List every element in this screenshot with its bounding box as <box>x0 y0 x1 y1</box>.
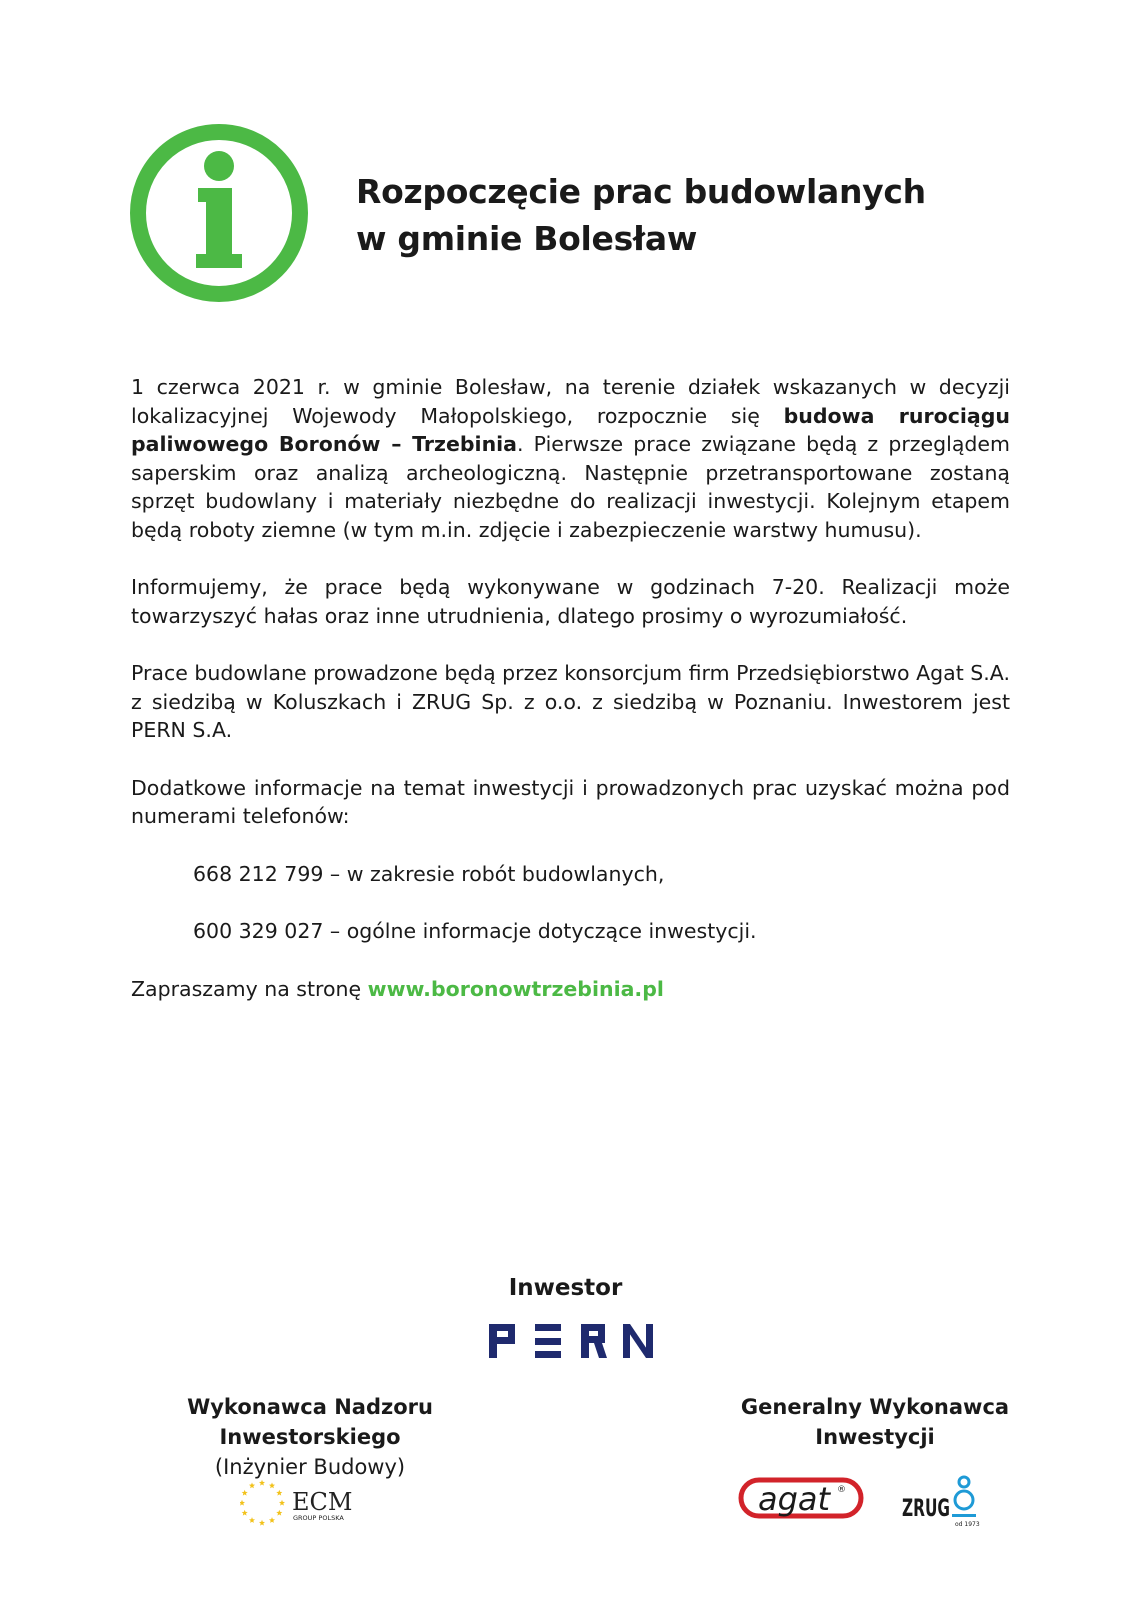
svg-text:ECM: ECM <box>292 1488 353 1516</box>
pern-logo <box>489 1322 653 1360</box>
supervisor-block <box>100 1392 520 1482</box>
supervisor-title: Wykonawca Nadzoru Inwestorskiego <box>187 1395 433 1449</box>
supervisor-subtitle: (Inżynier Budowy) <box>214 1455 406 1479</box>
title-line-2: w gminie Bolesław <box>356 219 698 258</box>
phone-general[interactable]: 600 329 027 – ogólne informacje dotyczące inwestycji. <box>193 919 757 943</box>
general-contractor-block <box>720 1392 1030 1452</box>
zrug-logo <box>900 1470 992 1532</box>
ecm-star-icon <box>276 1490 282 1496</box>
info-icon <box>128 122 310 304</box>
ecm-star-icon <box>269 1482 275 1488</box>
ecm-star-icon <box>259 1520 265 1526</box>
general-contractor-title-2: Inwestycji <box>815 1425 935 1449</box>
general-contractor-title-1: Generalny Wykonawca <box>740 1395 1010 1419</box>
paragraph-announcement-text-start: 1 czerwca 2021 r. w gminie Bolesław, na terenie działek wskazanych w decyzji lokalizacyjnej Wojewody Małopolskiego, rozpocznie się <box>131 375 1010 428</box>
svg-text:®: ® <box>837 1485 846 1495</box>
ecm-star-icon <box>259 1480 265 1486</box>
paragraph-contractors: Prace budowlane prowadzone będą przez konsorcjum firm Przedsiębiorstwo Agat S.A. z siedzibą w Koluszkach i ZRUG Sp. z o.o. z siedzibą w Poznaniu. Inwestorem jest PERN S.A. <box>131 661 1010 742</box>
paragraph-contact-info: Dodatkowe informacje na temat inwestycji i prowadzonych prac uzyskać można pod numerami telefonów: <box>131 775 1010 828</box>
ecm-star-icon <box>279 1500 285 1506</box>
ecm-star-icon <box>242 1510 248 1516</box>
paragraph-announcement <box>131 373 1010 544</box>
svg-text:ZRUG: ZRUG <box>902 1494 950 1522</box>
notice-body <box>131 373 1010 1032</box>
investor-heading: Inwestor <box>508 1275 623 1301</box>
phone-construction[interactable]: 668 212 799 – w zakresie robót budowlanych, <box>193 861 665 886</box>
ecm-star-icon <box>240 1500 245 1506</box>
ecm-star-icon <box>269 1517 275 1523</box>
agat-logo <box>738 1474 868 1522</box>
website-link[interactable]: www.boronowtrzebinia.pl <box>367 976 664 1001</box>
svg-text:GROUP POLSKA: GROUP POLSKA <box>293 1514 344 1522</box>
ecm-star-icon <box>242 1490 248 1496</box>
ecm-star-icon <box>249 1517 255 1523</box>
svg-text:od 1973: od 1973 <box>955 1521 980 1528</box>
website-invitation-text: Zapraszamy na stronę <box>131 976 368 1001</box>
ecm-star-icon <box>276 1510 282 1516</box>
title-line-1: Rozpoczęcie prac budowlanych <box>356 172 926 211</box>
paragraph-working-hours: Informujemy, że prace będą wykonywane w godzinach 7-20. Realizacji może towarzyszyć hałas oraz inne utrudnienia, dlatego prosimy o wyrozumiałość. <box>131 575 1010 628</box>
pipeline-name: budowa rurociągu paliwowego Boronów – Trzebinia <box>131 403 1010 456</box>
ecm-star-icon <box>249 1482 255 1488</box>
website-invitation <box>131 975 1010 1004</box>
ecm-logo <box>240 1474 360 1532</box>
svg-text:agat: agat <box>758 1480 831 1518</box>
page-title <box>356 168 926 262</box>
paragraph-announcement-text-end: . Pierwsze prace związane będą z przeglądem saperskim oraz analizą archeologiczną. Następnie przetransportowane zostaną sprzęt budowlany i materiały niezbędne do realizacji inwestycji. Kolejnym etapem będą roboty ziemne (w tym m.in. zdjęcie i zabezpieczenie warstwy humusu). <box>131 432 1010 542</box>
